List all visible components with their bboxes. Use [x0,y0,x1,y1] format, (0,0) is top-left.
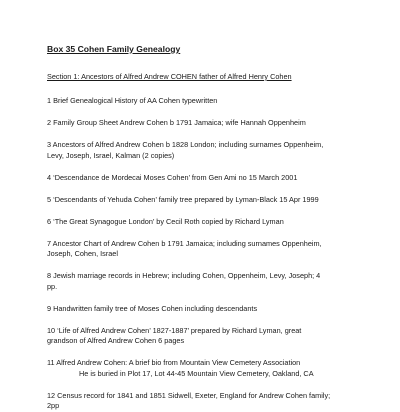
list-item [47,326,370,347]
document-title: Box 35 Cohen Family Genealogy [47,44,181,54]
list-item-line: 6 ‘The Great Synagogue London’ by Cecil Roth copied by Richard Lyman [47,216,284,226]
list-item-line: 9 Handwritten family tree of Moses Cohen including descendants [47,303,258,313]
list-item [47,304,370,315]
list-item [47,239,370,260]
list-item [47,118,370,129]
list-item-line: Levy, Joseph, Israel, Kalman (2 copies) [47,150,175,160]
list-item [47,96,370,107]
list-item [47,358,370,379]
list-item-line: 3 Ancestors of Alfred Andrew Cohen b 1828 London; including surnames Oppenheim, [47,139,324,149]
list-item-line: 1 Brief Genealogical History of AA Cohen typewritten [47,96,218,105]
list-item-line: Joseph, Cohen, Israel [47,249,118,259]
list-item [47,195,370,206]
list-item-line: 10 ‘Life of Alfred Andrew Cohen’ 1827-1887’ prepared by Richard Lyman, great [47,325,302,335]
entry-list [47,96,370,412]
list-item-line: 8 Jewish marriage records in Hebrew; including Cohen, Oppenheim, Levy, Joseph; 4 [47,271,321,281]
list-item-line: 11 Alfred Andrew Cohen: A brief bio from Mountain View Cemetery Association [47,358,301,368]
list-item-line: He is buried in Plot 17, Lot 44-45 Mountain View Cemetery, Oakland, CA [79,368,314,378]
list-item-line: grandson of Alfred Andrew Cohen 6 pages [47,336,185,346]
list-item-line: 12 Census record for 1841 and 1851 Sidwell, Exeter, England for Andrew Cohen family; [47,390,331,400]
list-item-line: pp. [47,281,58,291]
list-item [47,140,370,161]
list-item [47,391,370,412]
section-title: Section 1: Ancestors of Alfred Andrew COHEN father of Alfred Henry Cohen [47,72,292,81]
list-item-line: 7 Ancestor Chart of Andrew Cohen b 1791 Jamaica; including surnames Oppenheim, [47,238,322,248]
list-item [47,173,370,184]
list-item-line: 2pp [47,401,60,411]
list-item-line: 2 Family Group Sheet Andrew Cohen b 1791 Jamaica; wife Hannah Oppenheim [47,117,306,127]
list-item-line: 4 ‘Descendance de Mordecai Moses Cohen’ from Gen Ami no 15 March 2001 [47,172,298,182]
list-item-line: 5 ‘Descendants of Yehuda Cohen’ family tree prepared by Lyman-Black 15 Apr 1999 [47,194,319,204]
list-item [47,217,370,228]
list-item [47,271,370,292]
